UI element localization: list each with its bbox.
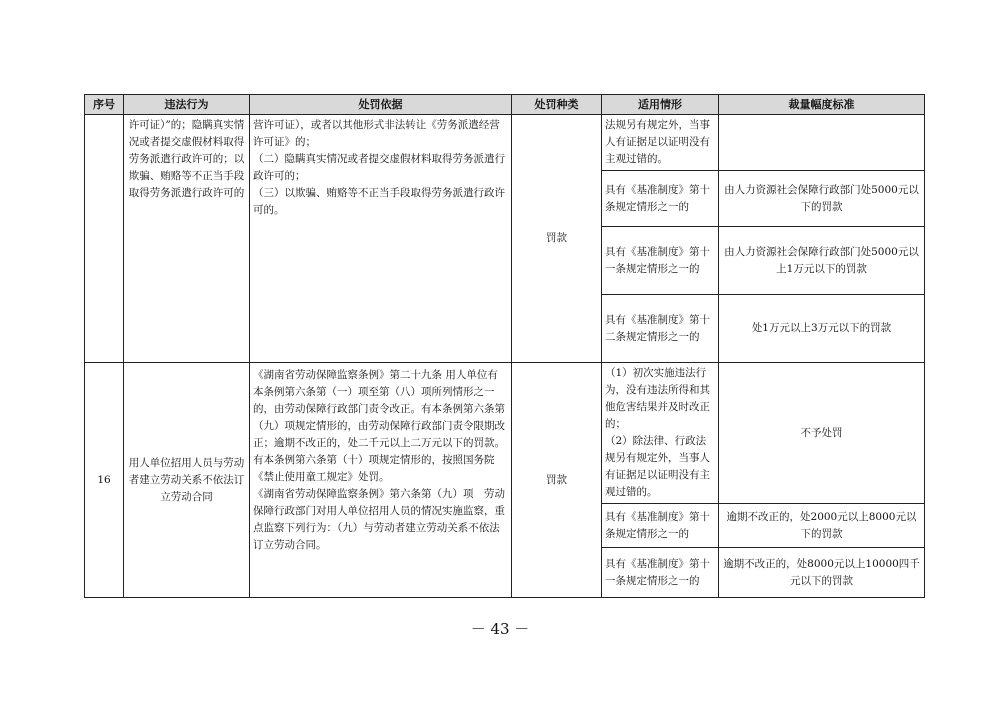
cell-standard: 处1万元以上3万元以下的罚款 — [719, 295, 925, 363]
cell-standard: 逾期不改正的，处2000元以上8000元以下的罚款 — [719, 504, 925, 548]
cell-standard: 逾期不改正的，处8000元以上10000四千元以下的罚款 — [719, 548, 925, 598]
cell-standard: 由人力资源社会保障行政部门处5000元以下的罚款 — [719, 171, 925, 227]
cell-standard: 不予处罚 — [719, 363, 925, 504]
page-number: － 43 － — [470, 620, 530, 638]
cell-situation: 具有《基准制度》第十一条规定情形之一的 — [602, 227, 719, 295]
cell-violation: 许可证）”的；隐瞒真实情况或者提交虚假材料取得劳务派遣行政许可的；以欺骗、贿赂等不正当手段取得劳务派遣行政许可的 — [124, 115, 250, 363]
header-penalty-type: 处罚种类 — [512, 95, 602, 115]
cell-situation: （1）初次实施违法行为，没有违法所得和其他危害结果并及时改正的； （2）除法律、行政法规另有规定外，当事人有证据足以证明没有主观过错的。 — [602, 363, 719, 504]
cell-basis: 《湖南省劳动保障监察条例》第二十九条 用人单位有本条例第六条第（一）项至第（八）项所列情形之一的，由劳动保障行政部门责令改正。有本条例第六条第（九）项规定情形的，由劳动保障行政部门责令限期改正；逾期不改正的，处二千元以上二万元以下的罚款。有本条例第六条第（十）项规定情形的，按照国务院《禁止使用童工规定》处罚。 《湖南省劳动保障监察条例》第六条第（九）项 劳动保障行政部门对用人单位招用人员的情况实施监察，重点监察下列行为：（九）与劳动者建立劳动关系不依法订立劳动合同。 — [250, 363, 512, 598]
header-number: 序号 — [85, 95, 124, 115]
cell-situation: 法规另有规定外，当事人有证据足以证明没有主观过错的。 — [602, 115, 719, 171]
header-row — [85, 95, 925, 115]
penalty-discretion-table — [84, 94, 925, 598]
cell-number — [85, 115, 124, 363]
cell-penalty-type: 罚款 — [512, 115, 602, 363]
cell-situation: 具有《基准制度》第十一条规定情形之一的 — [602, 548, 719, 598]
header-basis: 处罚依据 — [250, 95, 512, 115]
cell-standard: 由人力资源社会保障行政部门处5000元以上1万元以下的罚款 — [719, 227, 925, 295]
cell-violation: 用人单位招用人员与劳动者建立劳动关系不依法订立劳动合同 — [124, 363, 250, 598]
table-row — [85, 115, 925, 171]
header-violation: 违法行为 — [124, 95, 250, 115]
cell-situation: 具有《基准制度》第十二条规定情形之一的 — [602, 295, 719, 363]
cell-penalty-type: 罚款 — [512, 363, 602, 598]
header-standard: 裁量幅度标准 — [719, 95, 925, 115]
cell-situation: 具有《基准制度》第十条规定情形之一的 — [602, 504, 719, 548]
cell-situation: 具有《基准制度》第十条规定情形之一的 — [602, 171, 719, 227]
cell-number: 16 — [85, 363, 124, 598]
cell-basis: 营许可证），或者以其他形式非法转让《劳务派遣经营许可证》的； （二）隐瞒真实情况或者提交虚假材料取得劳务派遣行政许可的； （三）以欺骗、贿赂等不正当手段取得劳务派遣行政许可的。 — [250, 115, 512, 363]
cell-standard — [719, 115, 925, 171]
table-row — [85, 363, 925, 504]
header-situation: 适用情形 — [602, 95, 719, 115]
